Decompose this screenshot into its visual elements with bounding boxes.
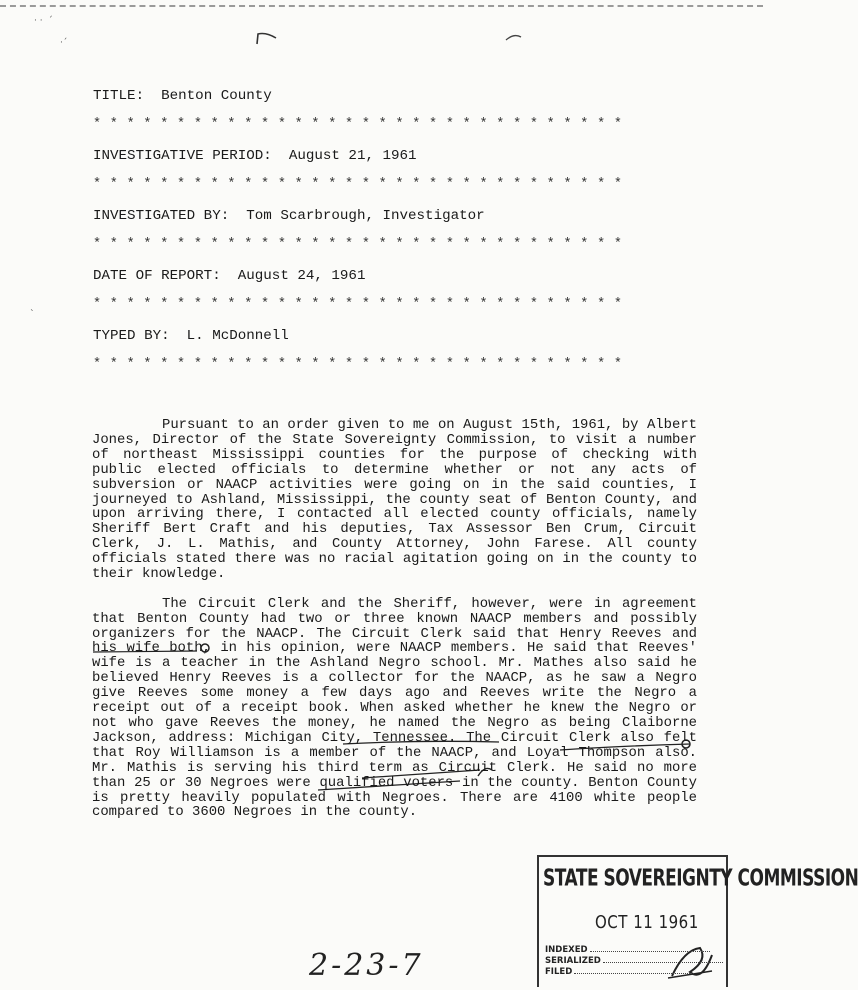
period-value: August 21, 1961 (288, 148, 417, 164)
separator-row: * * * * * * * * * * * * * * * * * * * * * * * * * * * * * * * * (93, 357, 623, 372)
period-row (93, 147, 693, 177)
title-label: TITLE: (93, 88, 145, 104)
report-date-value: August 24, 1961 (237, 268, 366, 284)
typed-by-row (93, 327, 693, 357)
scan-speck: ˎ (30, 302, 35, 312)
investigator-label: INVESTIGATED BY: (93, 208, 230, 224)
scan-speck: ·ˊ (60, 38, 68, 48)
stamp-serialized-label: SERIALIZED (545, 956, 601, 966)
top-edge-line (0, 5, 763, 7)
typed-label: TYPED BY: (93, 328, 170, 344)
period-label: INVESTIGATIVE PERIOD: (93, 148, 272, 164)
commission-stamp (537, 855, 858, 987)
report-date-label: DATE OF REPORT: (93, 268, 221, 284)
report-header (93, 87, 693, 387)
title-row (93, 87, 693, 117)
report-body (92, 418, 697, 835)
stamp-indexed-label: INDEXED (545, 945, 588, 955)
separator-row: * * * * * * * * * * * * * * * * * * * * * * * * * * * * * * * * (93, 297, 623, 312)
stamp-filed-row (545, 967, 694, 977)
separator-row: * * * * * * * * * * * * * * * * * * * * * * * * * * * * * * * * (93, 237, 623, 252)
separator-row: * * * * * * * * * * * * * * * * * * * * * * * * * * * * * * * * (93, 177, 623, 192)
file-number: 2-23-7 (309, 948, 424, 983)
stamp-serialized-row (545, 956, 723, 966)
separator-row: * * * * * * * * * * * * * * * * * * * * * * * * * * * * * * * * (93, 117, 623, 132)
investigator-row (93, 207, 693, 237)
paragraph-2: The Circuit Clerk and the Sheriff, however, were in agreement that Benton County had two or three known NAACP members and possibly organizers for the NAACP. The Circuit Clerk said that Henry Reeves and his wife both, in his opinion, were NAACP members. He said that Reeves' wife is a teacher in the Ashland Negro school. Mr. Mathes also said he believed Henry Reeves is a collector for the NAACP, as he saw a Negro give Reeves some money a few days ago and Reeves write the Negro a receipt out of a receipt book. When asked whether he knew the Negro or not who gave Reeves the money, he named the Negro as being Claiborne Jackson, address: Michigan City, Tennessee. The Circuit Clerk also felt that Roy Williamson is a member of the NAACP, and Loyal Thompson also. Mr. Mathis is serving his third term as Circuit Clerk. He said no more than 25 or 30 Negroes were qualified voters in the county. Benton County is pretty heavily populated with Negroes. There are 4100 white people compared to 3600 Negroes in the county. (92, 595, 697, 821)
typed-value: L. McDonnell (186, 328, 289, 344)
title-value: Benton County (161, 88, 272, 104)
stamp-date: OCT 11 1961 (595, 911, 699, 933)
stamp-filed-label: FILED (545, 967, 573, 977)
stamp-indexed-row (545, 945, 710, 955)
stamp-heading: STATE SOVEREIGNTY COMMISSION (543, 865, 858, 892)
scan-speck: · · ˊ (34, 16, 53, 26)
report-date-row (93, 267, 693, 297)
investigator-value: Tom Scarbrough, Investigator (246, 208, 485, 224)
paragraph-1: Pursuant to an order given to me on August 15th, 1961, by Albert Jones, Director of the State Sovereignty Commission, to visit a number of northeast Mississippi counties for the purpose of checking with public elected officials to determine whether or not any acts of subversion or NAACP activities were going on in the said counties, I journeyed to Ashland, Mississippi, the county seat of Benton County, and upon arriving there, I contacted all elected county officials, namely Sheriff Bert Craft and his deputies, Tax Assessor Ben Crum, Circuit Clerk, J. L. Mathis, and County Attorney, John Farese. All county officials stated there was no racial agitation going on in the county to their knowledge. (92, 417, 697, 583)
